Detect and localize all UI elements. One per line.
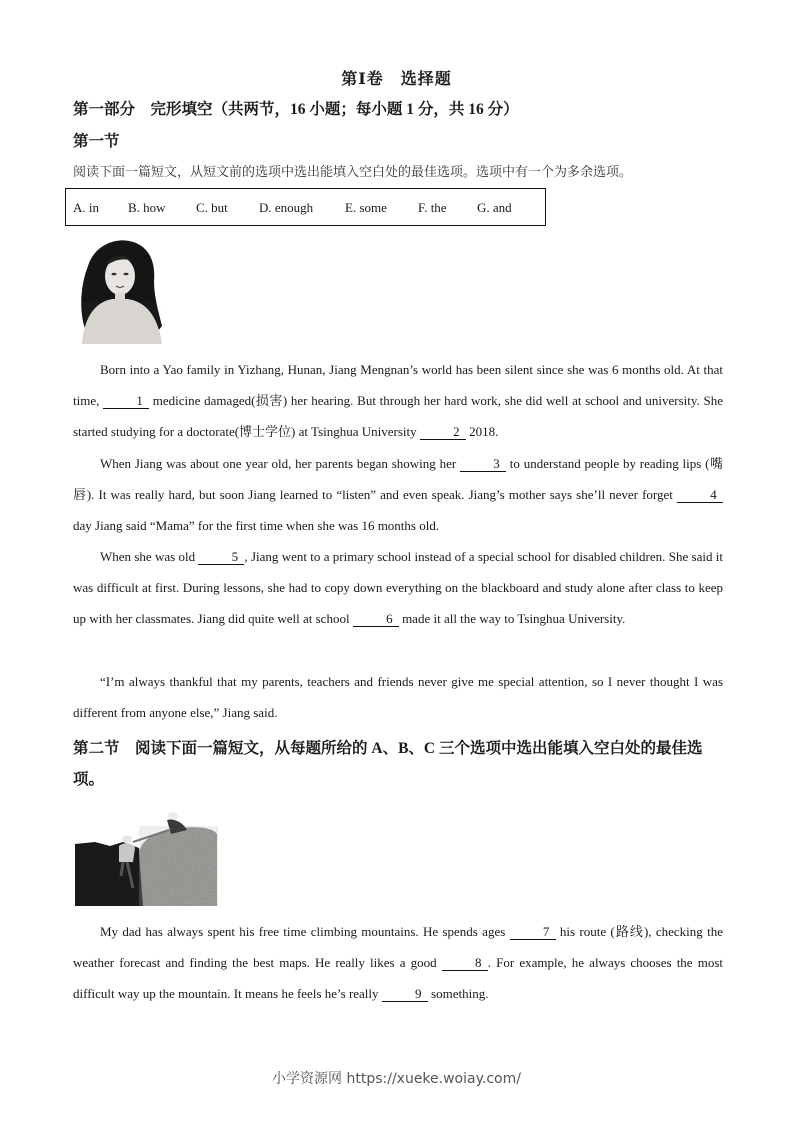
option-a: A. in	[73, 200, 99, 215]
blank-5[interactable]: 5	[198, 550, 244, 565]
option-b: B. how	[128, 200, 166, 215]
section1-title: 第一节	[73, 133, 120, 150]
blank-7[interactable]: 7	[510, 925, 556, 940]
option-d: D. enough	[259, 200, 314, 215]
passage1-paragraph4: “I’m always thankful that my parents, teachers and friends never give me special attention, so I never thought I was different from anyone else,” Jiang said.	[73, 674, 723, 720]
blank-1[interactable]: 1	[103, 394, 149, 409]
blank-3[interactable]: 3	[460, 457, 506, 472]
part-title: 第一部分 完形填空（共两节，16 小题；每小题 1 分，共 16 分）	[73, 101, 519, 118]
blank-8[interactable]: 8	[442, 956, 488, 971]
option-e: E. some	[345, 200, 387, 215]
section2-title: 第二节 阅读下面一篇短文，从每题所给的 A、B、C 三个选项中选出能填入空白处的最佳选项。	[73, 740, 703, 788]
option-f: F. the	[418, 200, 447, 215]
blank-6[interactable]: 6	[353, 612, 399, 627]
options-box	[65, 188, 546, 226]
passage2-paragraph1: My dad has always spent his free time climbing mountains. He spends ages 7 his route (路线), checking the weather forecast and finding the best maps. He really likes a good 8 . For example, he always chooses the most difficult way up the mountain. It means he feels he’s really 9 something.	[73, 924, 723, 1001]
option-g: G. and	[477, 200, 512, 215]
climbing-image	[75, 812, 218, 906]
exam-volume-title: 第Ⅰ卷 选择题	[341, 71, 452, 88]
watermark-footer: 小学资源网 https://xueke.woiay.com/	[272, 1071, 521, 1087]
option-c: C. but	[196, 200, 228, 215]
blank-9[interactable]: 9	[382, 987, 428, 1002]
passage1-paragraph3: When she was old 5 , Jiang went to a primary school instead of a special school for disabled children. She said it was difficult at first. During lessons, she had to copy down everything on the blackboard and study alone after class to keep up with her classmates. Jiang did quite well at school 6 made it all the way to Tsinghua University.	[73, 549, 723, 626]
passage1-paragraph2: When Jiang was about one year old, her parents began showing her 3 to understand people by reading lips (嘴唇). It was really hard, but soon Jiang learned to “listen” and even speak. Jiang’s mother says she’ll never forget 4 day Jiang said “Mama” for the first time when she was 16 months old.	[73, 456, 723, 533]
portrait-image	[74, 236, 169, 344]
blank-4[interactable]: 4	[677, 488, 723, 503]
passage1-paragraph1: Born into a Yao family in Yizhang, Hunan, Jiang Mengnan’s world has been silent since she was 6 months old. At that time, 1 medicine damaged(损害) her hearing. But through her hard work, she did well at school and university. She started studying for a doctorate(博士学位) at Tsinghua University 2 2018.	[73, 362, 723, 439]
blank-2[interactable]: 2	[420, 425, 466, 440]
section1-instruction: 阅读下面一篇短文，从短文前的选项中选出能填入空白处的最佳选项。选项中有一个为多余选项。	[73, 164, 633, 179]
